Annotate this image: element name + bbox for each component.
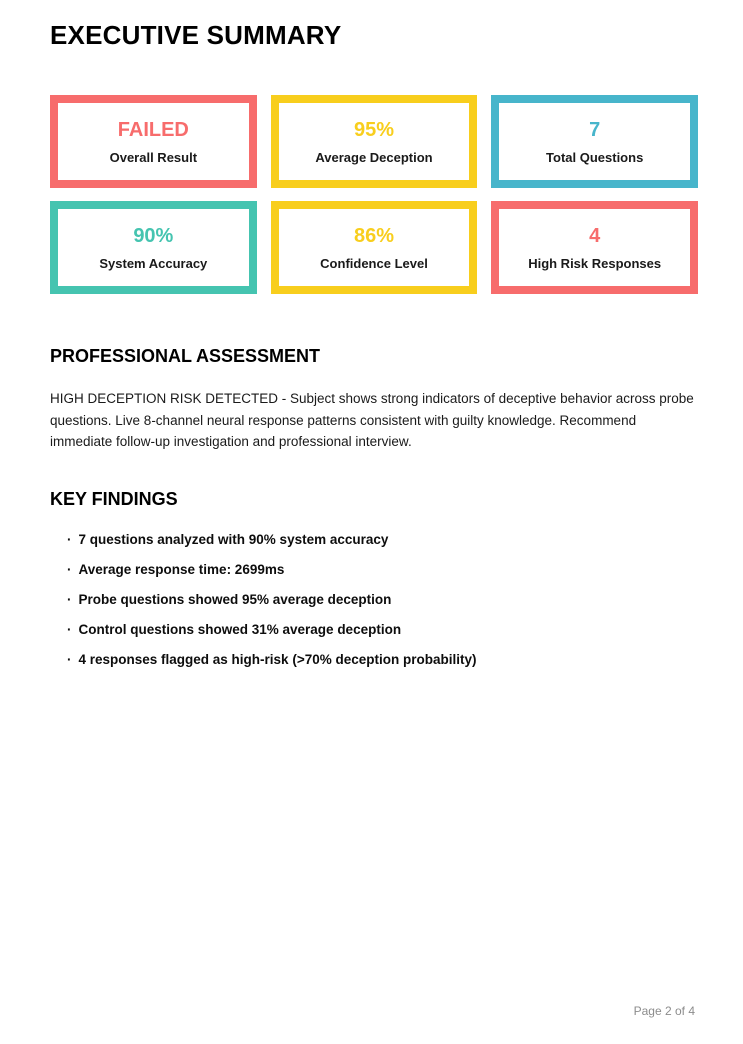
stat-label: Overall Result: [109, 149, 198, 165]
stat-label: System Accuracy: [99, 255, 208, 271]
key-findings-section: [50, 489, 695, 667]
finding-text: 4 responses flagged as high-risk (>70% deception probability): [78, 651, 477, 667]
bullet-icon: ·: [67, 561, 72, 577]
bullet-icon: ·: [67, 621, 72, 637]
finding-text: 7 questions analyzed with 90% system accuracy: [78, 531, 389, 547]
bullet-icon: ·: [67, 591, 72, 607]
finding-text: Average response time: 2699ms: [78, 561, 285, 577]
stat-card-total-questions: [491, 95, 698, 188]
stat-value: 4: [589, 224, 601, 247]
findings-list: [50, 532, 695, 667]
bullet-icon: ·: [67, 531, 72, 547]
finding-item: [50, 592, 695, 607]
stat-value: 90%: [133, 224, 174, 247]
stat-label: Confidence Level: [320, 255, 428, 271]
finding-item: [50, 622, 695, 637]
page-number: Page 2 of 4: [633, 1004, 695, 1018]
stat-card-average-deception: [271, 95, 478, 188]
stat-label: High Risk Responses: [528, 255, 662, 271]
stat-label: Average Deception: [315, 149, 433, 165]
bullet-icon: ·: [67, 651, 72, 667]
stat-card-high-risk-responses: [491, 201, 698, 294]
assessment-heading: PROFESSIONAL ASSESSMENT: [50, 346, 321, 366]
page-title: EXECUTIVE SUMMARY: [50, 20, 342, 50]
finding-text: Probe questions showed 95% average deception: [78, 591, 392, 607]
finding-item: [50, 652, 695, 667]
stat-value: 7: [589, 118, 601, 141]
finding-item: [50, 532, 695, 547]
professional-assessment-section: [50, 346, 695, 453]
stat-value: FAILED: [117, 118, 189, 141]
finding-text: Control questions showed 31% average deception: [78, 621, 402, 637]
stat-card-overall-result: [50, 95, 257, 188]
assessment-paragraph: HIGH DECEPTION RISK DETECTED - Subject shows strong indicators of deceptive behavior across probe questions. Live 8-channel neural response patterns consistent with guilty knowledge. Recommend immediate follow-up investigation and professional interview.: [50, 391, 694, 449]
finding-item: [50, 562, 695, 577]
stat-value: 86%: [353, 224, 394, 247]
findings-heading: KEY FINDINGS: [50, 488, 178, 509]
stat-card-system-accuracy: [50, 201, 257, 294]
stat-card-confidence-level: [271, 201, 478, 294]
stat-value: 95%: [353, 118, 394, 141]
stats-grid: [50, 95, 698, 294]
stat-label: Total Questions: [546, 149, 644, 165]
